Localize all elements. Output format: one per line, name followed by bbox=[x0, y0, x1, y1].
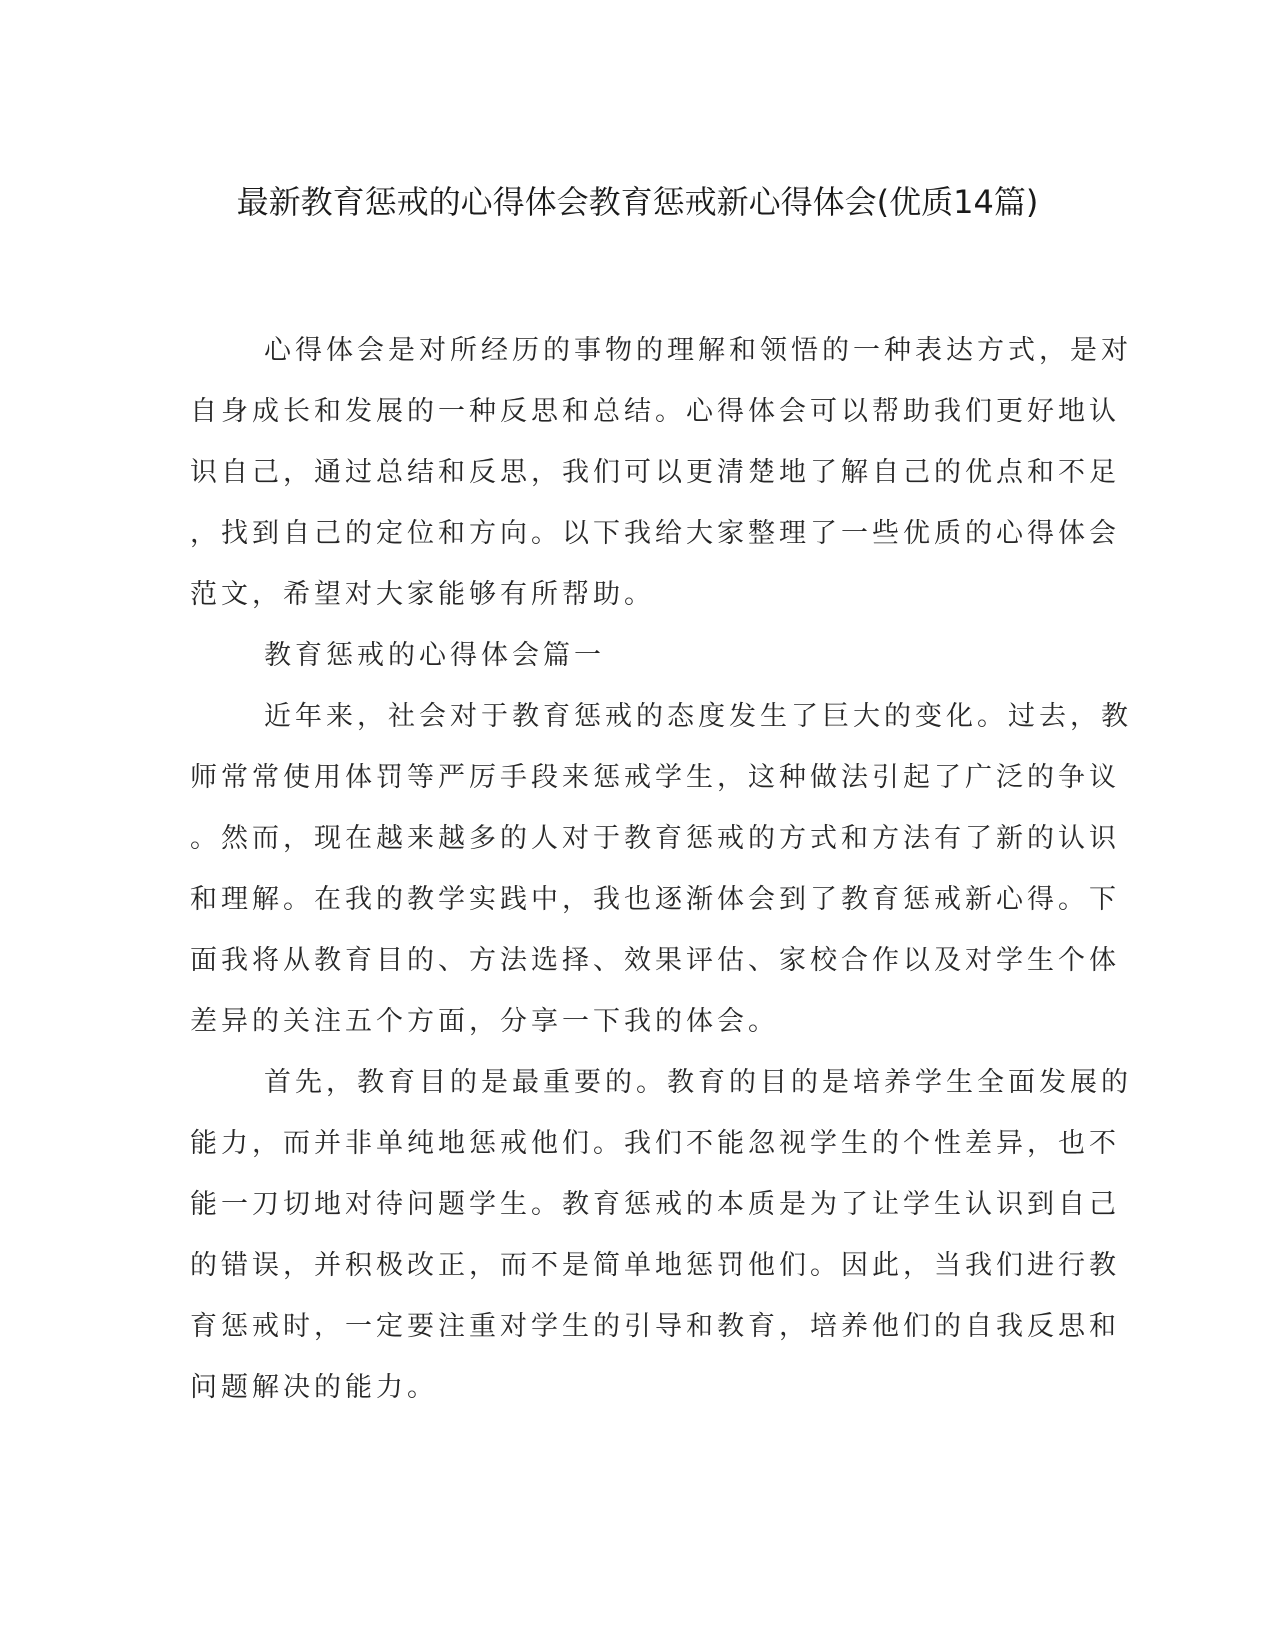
paragraph-line: 能力，而并非单纯地惩戒他们。我们不能忽视学生的个性差异，也不 bbox=[190, 1128, 1120, 1159]
paragraph-line: 面我将从教育目的、方法选择、效果评估、家校合作以及对学生个体 bbox=[190, 945, 1120, 976]
paragraph-line: 和理解。在我的教学实践中，我也逐渐体会到了教育惩戒新心得。下 bbox=[190, 884, 1120, 915]
section-heading: 教育惩戒的心得体会篇一 bbox=[264, 640, 605, 671]
paragraph-line: 的错误，并积极改正，而不是简单地惩罚他们。因此，当我们进行教 bbox=[190, 1250, 1120, 1281]
paragraph-line: 能一刀切地对待问题学生。教育惩戒的本质是为了让学生认识到自己 bbox=[190, 1189, 1120, 1220]
paragraph-line: 自身成长和发展的一种反思和总结。心得体会可以帮助我们更好地认 bbox=[190, 396, 1120, 427]
paragraph-line: 识自己，通过总结和反思，我们可以更清楚地了解自己的优点和不足 bbox=[190, 457, 1120, 488]
paragraph-line: 差异的关注五个方面，分享一下我的体会。 bbox=[190, 1006, 779, 1037]
paragraph-line: 育惩戒时，一定要注重对学生的引导和教育，培养他们的自我反思和 bbox=[190, 1311, 1120, 1342]
paragraph-line: ，找到自己的定位和方向。以下我给大家整理了一些优质的心得体会 bbox=[190, 518, 1120, 549]
paragraph-line: 范文，希望对大家能够有所帮助。 bbox=[190, 579, 655, 610]
paragraph-line: 。然而，现在越来越多的人对于教育惩戒的方式和方法有了新的认识 bbox=[190, 823, 1120, 854]
document-title: 最新教育惩戒的心得体会教育惩戒新心得体会(优质14篇) bbox=[236, 183, 1039, 221]
paragraph-line: 心得体会是对所经历的事物的理解和领悟的一种表达方式，是对 bbox=[264, 335, 1132, 366]
paragraph-line: 近年来，社会对于教育惩戒的态度发生了巨大的变化。过去，教 bbox=[264, 701, 1132, 732]
paragraph-line: 师常常使用体罚等严厉手段来惩戒学生，这种做法引起了广泛的争议 bbox=[190, 762, 1120, 793]
paragraph-line: 问题解决的能力。 bbox=[190, 1372, 438, 1403]
paragraph-line: 首先，教育目的是最重要的。教育的目的是培养学生全面发展的 bbox=[264, 1067, 1132, 1098]
document-body bbox=[190, 320, 1132, 1418]
